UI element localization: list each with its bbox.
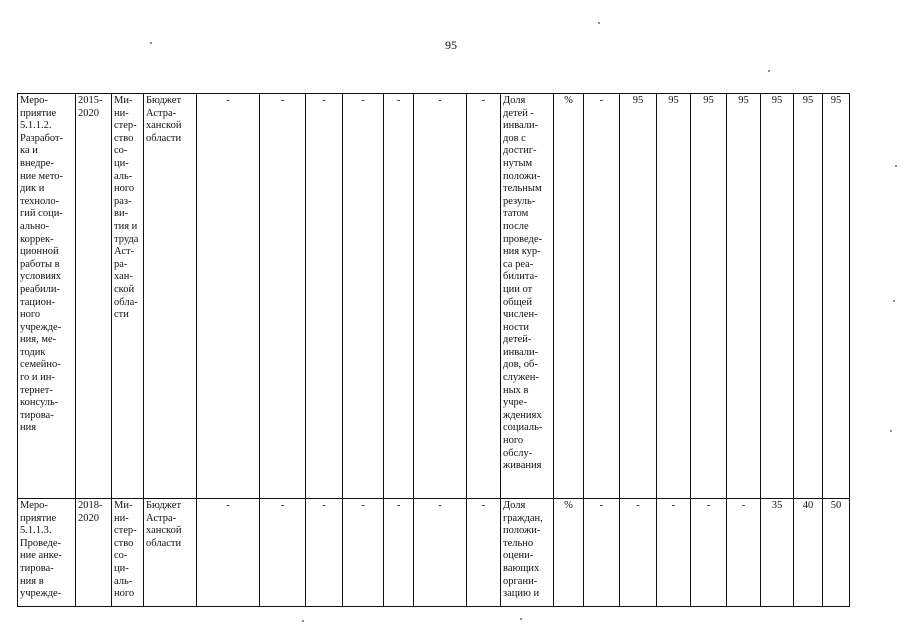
executor-cell: Ми- ни- стер- ство со- ци- аль- ного [112,499,144,607]
unit-cell: % [554,94,584,499]
period-cell: 2015- 2020 [76,94,112,499]
indicator-value-cell: 95 [823,94,850,499]
scan-speck [598,22,600,24]
finance-value-cell: - [306,94,343,499]
finance-value-cell: - [467,94,501,499]
indicator-value-cell: - [727,499,761,607]
indicator-value-cell: 95 [761,94,794,499]
measure-cell: Меро- приятие 5.1.1.2. Разработ- ка и внедре- ние мето- дик и техноло- гий соци- ально- коррек- ционной работы в условиях реабили- тацион- ного учрежде- ния, ме- тодик семейно- го и ин- тернет- консуль- тирова- ния [18,94,76,499]
indicator-value-cell: - [657,499,691,607]
indicator-value-cell: 95 [691,94,727,499]
finance-value-cell: - [343,94,384,499]
funding-source-cell: Бюджет Астра- ханской области [144,499,197,607]
executor-cell: Ми- ни- стер- ство со- ци- аль- ного раз- ви- тия и труда Аст- ра- хан- ской обла- сти [112,94,144,499]
finance-value-cell: - [414,94,467,499]
funding-source-cell: Бюджет Астра- ханской области [144,94,197,499]
indicator-value-cell: - [620,499,657,607]
measure-cell: Меро- приятие 5.1.1.3. Проведе- ние анке- тирова- ния в учрежде- [18,499,76,607]
scan-speck [890,430,892,432]
scan-speck [520,618,522,620]
finance-value-cell: - [384,499,414,607]
finance-value-cell: - [343,499,384,607]
table-row [18,499,850,607]
finance-value-cell: - [197,94,260,499]
page-number: 95 [445,38,457,52]
indicator-value-cell: 95 [620,94,657,499]
indicator-value-cell: 95 [794,94,823,499]
period-cell: 2018- 2020 [76,499,112,607]
scan-speck [150,42,152,44]
finance-value-cell: - [467,499,501,607]
finance-value-cell: - [260,499,306,607]
finance-value-cell: - [384,94,414,499]
indicator-value-cell: 50 [823,499,850,607]
indicator-cell: Доля граждан, положи- тельно оцени- вающих органи- зацию и [501,499,554,607]
scan-speck [895,165,897,167]
indicator-value-cell: 95 [727,94,761,499]
finance-value-cell: - [306,499,343,607]
scan-speck [302,620,304,622]
indicator-value-cell: - [584,499,620,607]
unit-cell: % [554,499,584,607]
program-measures-table [17,93,850,607]
indicator-value-cell: - [584,94,620,499]
indicator-value-cell: 35 [761,499,794,607]
finance-value-cell: - [197,499,260,607]
table-row [18,94,850,499]
indicator-cell: Доля детей - инвали- дов с достиг- нутым положи- тельным резуль- татом после проведе- ния кур- са реа- билита- ции от общей числен- ности детей- инвали- дов, об- служен- ных в учре- ждениях социаль- ного обслу- живания [501,94,554,499]
finance-value-cell: - [260,94,306,499]
scan-speck [893,300,895,302]
scan-speck [768,70,770,72]
indicator-value-cell: 95 [657,94,691,499]
finance-value-cell: - [414,499,467,607]
indicator-value-cell: - [691,499,727,607]
indicator-value-cell: 40 [794,499,823,607]
